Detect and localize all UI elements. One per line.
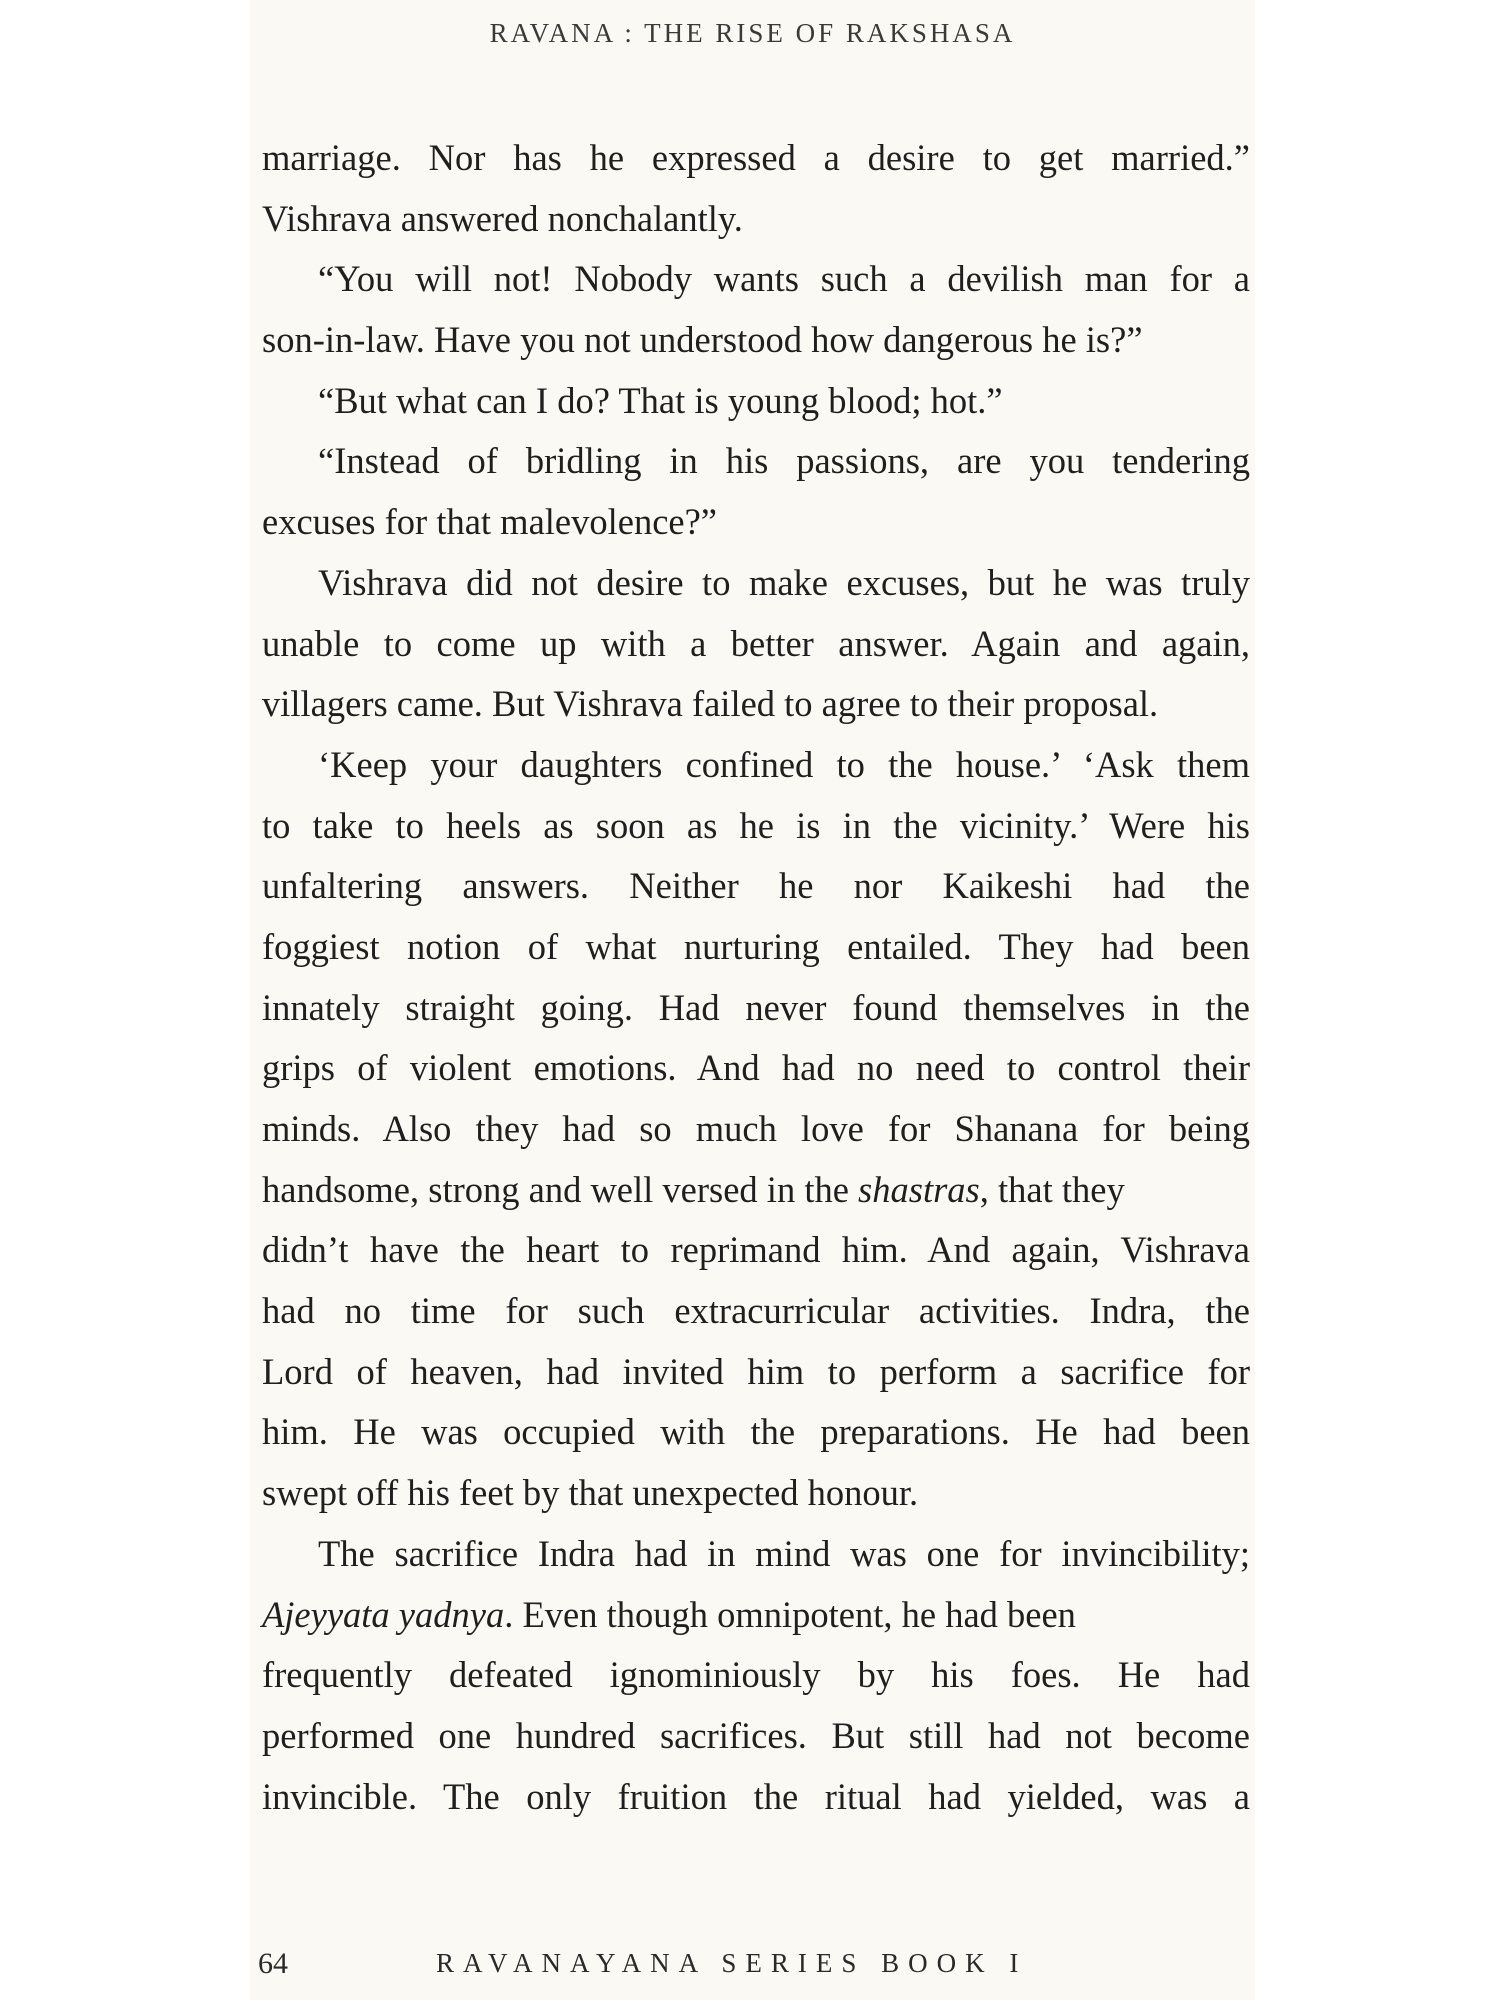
text-line: performed one hundred sacrifices. But still had not become [262,1714,1250,1756]
text-line: unable to come up with a better answer. Again and again, [262,622,1250,664]
text-line: son-in-law. Have you not understood how dangerous he is?” [262,319,1143,361]
text-line-mixed [262,1585,1250,1646]
text-line: “You will not! Nobody wants such a devilish man for a [318,258,1250,300]
text-line: “Instead of bridling in his passions, are you tendering [318,440,1250,482]
page-number: 64 [258,1947,288,1980]
text-line: didn’t have the heart to reprimand him. And again, Vishrava [262,1229,1250,1271]
text-line: to take to heels as soon as he is in the vicinity.’ Were his [262,804,1250,846]
text-line: excuses for that malevolence?” [262,501,718,543]
running-head-title: RAVANA : THE RISE OF RAKSHASA [489,18,1016,48]
text-line: foggiest notion of what nurturing entailed. They had been [262,925,1250,967]
text-line: swept off his feet by that unexpected honour. [262,1472,919,1514]
italic-term-shastras: shastras [858,1168,980,1210]
text-line: Vishrava did not desire to make excuses, but he was truly [318,561,1250,603]
text-span: . Even though omnipotent, he had been [504,1593,1076,1635]
text-line: innately straight going. Had never found themselves in the [262,986,1250,1028]
text-line: ‘Keep your daughters confined to the house.’ ‘Ask them [318,743,1250,785]
text-line: had no time for such extracurricular activities. Indra, the [262,1290,1250,1332]
text-line: The sacrifice Indra had in mind was one for invincibility; [318,1532,1250,1574]
text-line: frequently defeated ignominiously by his foes. He had [262,1654,1250,1696]
text-line: Lord of heaven, had invited him to perform a sacrifice for [262,1350,1250,1392]
text-line: marriage. Nor has he expressed a desire to get married.” [262,137,1250,178]
text-line-mixed [262,1160,1250,1221]
text-line: grips of violent emotions. And had no need to control their [262,1047,1250,1089]
text-line: minds. Also they had so much love for Shanana for being [262,1108,1250,1149]
text-line: “But what can I do? That is young blood; hot.” [318,379,1003,421]
text-line: unfaltering answers. Neither he nor Kaikeshi had the [262,865,1250,907]
italic-term-ajeyyata-yadnya: Ajeyyata yadnya [262,1593,505,1635]
text-span: , that they [979,1168,1125,1210]
text-span: handsome, strong and well versed in the [262,1168,859,1210]
series-title: RAVANAYANA SERIES BOOK I [436,1948,1028,1978]
text-line: villagers came. But Vishrava failed to agree to their proposal. [262,683,1159,725]
text-line: invincible. The only fruition the ritual had yielded, was a [262,1775,1250,1817]
text-line: him. He was occupied with the preparations. He had been [262,1411,1250,1453]
text-line: Vishrava answered nonchalantly. [262,197,743,239]
body-text [262,128,1250,1827]
